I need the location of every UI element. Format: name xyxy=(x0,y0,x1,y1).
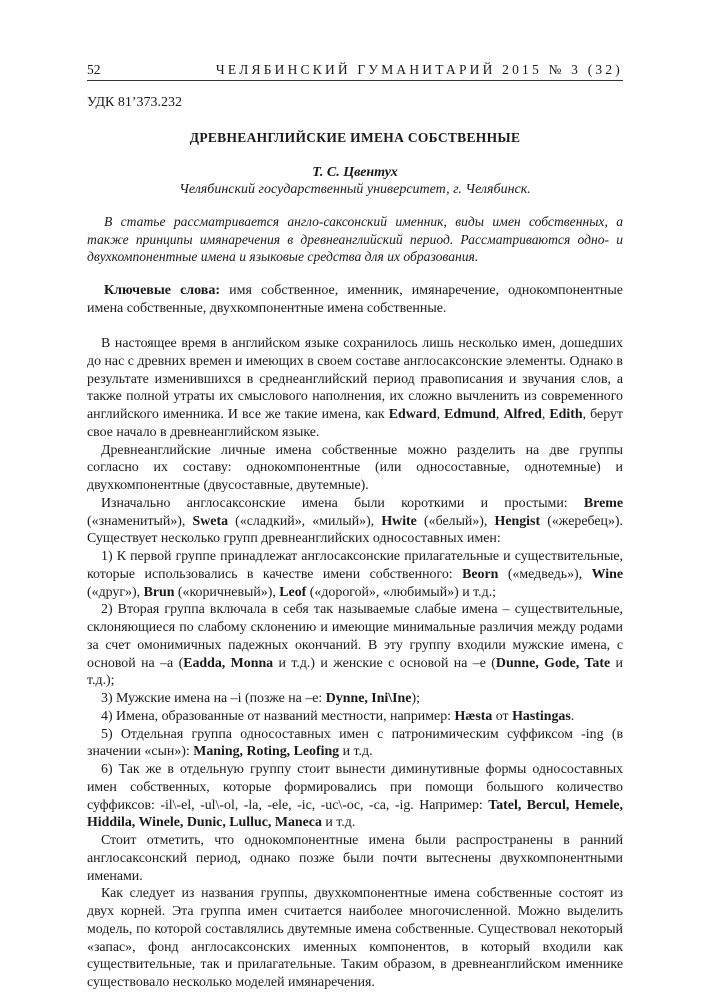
author-name: Т. С. Цвентух xyxy=(312,165,398,180)
udk-code: УДК 81’373.232 xyxy=(87,95,183,110)
article-title: ДРЕВНЕАНГЛИЙСКИЕ ИМЕНА СОБСТВЕННЫЕ xyxy=(189,130,521,145)
journal-title: ЧЕЛЯБИНСКИЙ ГУМАНИТАРИЙ 2015 № 3 (32) xyxy=(215,62,623,77)
header-rule xyxy=(87,80,623,81)
keywords-text: имя собственное, именник, имянаречение, однокомпонентные имена собственные, двухкомпонентные имена собственные. xyxy=(87,283,623,316)
keywords xyxy=(87,282,623,317)
body-paragraph: 4) Имена, образованные от названий местности, например: Hæsta от Hastingas. xyxy=(101,708,575,724)
page-number: 52 xyxy=(87,62,101,77)
keywords-label: Ключевые слова: xyxy=(104,283,221,298)
body-paragraph: В настоящее время в английском языке сохранилось лишь несколько имен, дошедших до нас с древних времен и имеющих в своем составе англосаксонские элементы. Однако в результате изменившихся в среднеанглийский период правописания и звучания слов, а также полной утраты их смыслового наполнения, их сложно вычленить из современного английского именника. И все же такие имена, как Edward, Edmund, Alfred, Edith, берут свое начало в древнеанглийском языке. xyxy=(87,336,624,440)
author-affiliation: Челябинский государственный университет, г. Челябинск. xyxy=(179,182,531,197)
body-paragraph: 2) Вторая группа включала в себя так называемые слабые имена – существительные, склоняющиеся по слабому склонению и имеющие минимальные различия между родами за счет омонимичных падежных окончаний. В эту группу входили мужские имена, с основой на –а (Eadda, Monna и т.д.) и женские с основой на –е (Dunne, Gode, Tate и т.д.); xyxy=(87,602,623,689)
body-paragraph: Изначально англосаксонские имена были короткими и простыми: Breme («знаменитый»), Sweta («сладкий», «милый»), Hwite («белый»), Hengist («жеребец»). Существует несколько групп древнеанглийских односоставных имен: xyxy=(87,495,624,547)
article-body xyxy=(87,335,623,992)
running-header xyxy=(87,58,623,80)
body-paragraph: Стоит отметить, что однокомпонентные имена были распространены в ранний англосаксонский период, однако позже были почти вытеснены двухкомпонентными именами. xyxy=(87,833,623,884)
abstract: В статье рассматривается англо-саксонский именник, виды имен собственных, а также принципы имянаречения в древнеанглийский период. Рассматриваются одно- и двухкомпонентные имена и языковые средства для их образования. xyxy=(87,214,623,265)
body-paragraph: 1) К первой группе принадлежат англосаксонские прилагательные и существительные, которые использовались в качестве имени собственного: Beorn («медведь»), Wine («друг»), Brun («коричневый»), Leof («дорогой», «любимый») и т.д.; xyxy=(87,549,623,600)
body-paragraph: Как следует из названия группы, двухкомпонентные имена собственные состоят из двух корней. Эта группа имен считается наиболее многочисленной. Можно выделить модель, по которой составлялись двутемные имена собственные. Существовал некоторый «запас», фонд англосаксонских именных компонентов, в который входили как существительные, так и прилагательные. Таким образом, в древнеанглийском именнике существовало несколько моделей имянаречения. xyxy=(87,886,623,990)
body-paragraph: Древнеанглийские личные имена собственные можно разделить на две группы согласно их составу: однокомпонентные (или односоставные, однотемные) и двухкомпонентные (двусоставные, двутемные). xyxy=(87,442,623,493)
body-paragraph: 5) Отдельная группа односоставных имен с патронимическим суффиксом -ing (в значении «сын»): Maning, Roting, Leofing и т.д. xyxy=(87,726,623,760)
body-paragraph: 3) Мужские имена на –i (позже на –e: Dynne, Ini\Ine); xyxy=(101,691,420,706)
body-paragraph: 6) Так же в отдельную группу стоит вынести диминутивные формы односоставных имен собственных, которые формировались при помощи большого количество суффиксов: -il\-el, -ul\-ol, -la, -ele, -ic, -uc\-oc, -ca, -ig. Например: Tatel, Bercul, Hemele, Hiddila, Winele, Dunic, Lulluc, Maneca и т.д. xyxy=(87,762,623,831)
